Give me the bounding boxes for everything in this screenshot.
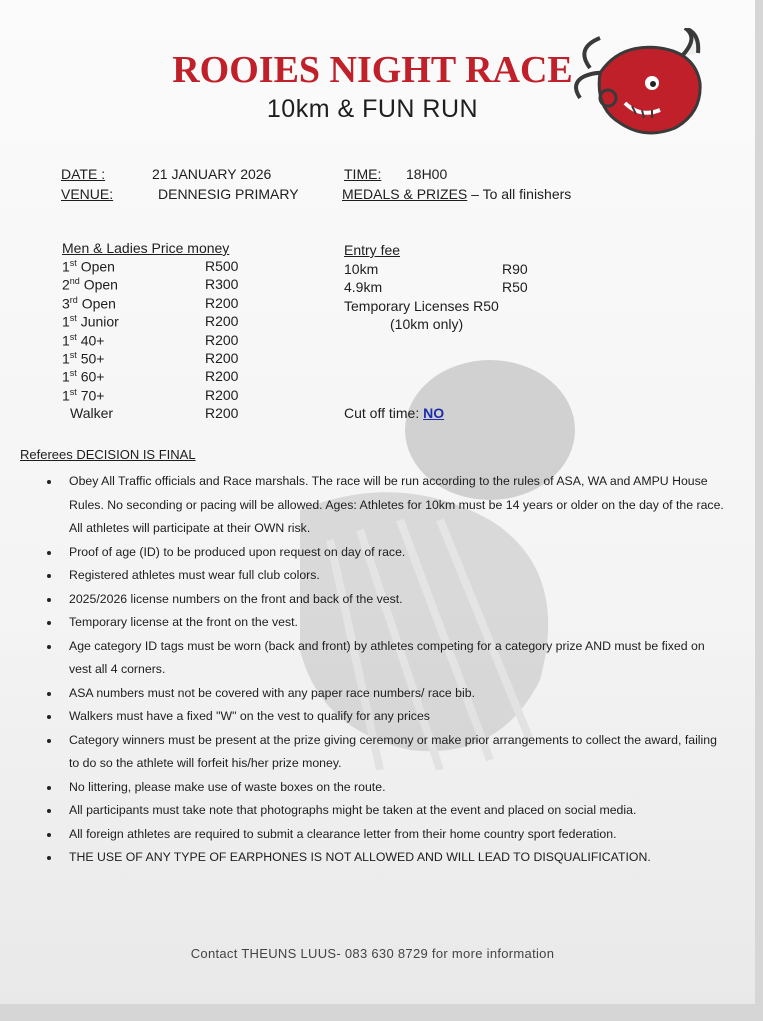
time-label: TIME: xyxy=(344,166,382,182)
prize-amount: R200 xyxy=(205,294,239,311)
cutoff-label: Cut off time: xyxy=(344,405,420,421)
prize-place: 1 xyxy=(62,387,70,404)
prize-place: 1 xyxy=(62,350,70,367)
date-label: DATE : xyxy=(61,166,106,182)
prize-place-suffix: st xyxy=(69,350,77,360)
prize-category xyxy=(62,387,104,404)
entry-fee-4-9km-label: 4.9km xyxy=(344,279,383,295)
cutoff-value: NO xyxy=(423,405,445,421)
cutoff-line xyxy=(344,405,444,421)
prize-amount: R200 xyxy=(205,368,239,385)
prize-amount: R300 xyxy=(205,276,239,293)
venue-label: VENUE: xyxy=(61,186,114,202)
prize-amount: R200 xyxy=(205,386,239,403)
date-value: 21 JANUARY 2026 xyxy=(152,166,272,182)
prize-category xyxy=(70,405,113,421)
venue-value: DENNESIG PRIMARY xyxy=(158,186,299,202)
race-title: ROOIES NIGHT RACE xyxy=(172,49,573,91)
prize-category-label: Open xyxy=(76,258,115,275)
prize-money-heading: Men & Ladies Price money xyxy=(62,240,230,256)
entry-fee-4-9km-amount: R50 xyxy=(502,279,528,295)
rule-item: ASA numbers must not be covered with any paper race numbers/ race bib. xyxy=(44,682,724,706)
rule-item: Registered athletes must wear full club colors. xyxy=(44,564,724,588)
prize-category xyxy=(62,295,116,312)
prize-category-label: Open xyxy=(79,277,118,294)
prize-amount: R200 xyxy=(205,405,239,422)
entry-fee-10km-label: 10km xyxy=(344,261,379,277)
prize-category xyxy=(62,332,104,349)
medals-line xyxy=(342,186,571,202)
prize-place: 1 xyxy=(62,258,70,275)
prize-place-suffix: rd xyxy=(69,294,78,305)
temporary-license-fee: Temporary Licenses R50 xyxy=(344,298,499,314)
prize-place-suffix: st xyxy=(69,331,77,342)
rule-item: Category winners must be present at the prize giving ceremony or make prior arrangements to collect the award, failing to do so the athlete will forfeit his/her prize money. xyxy=(44,729,724,776)
prize-place: 2 xyxy=(62,277,70,294)
prize-category-label: Walker xyxy=(70,405,114,422)
prize-amount: R500 xyxy=(205,258,239,274)
prize-place: 1 xyxy=(62,332,70,349)
rule-item: 2025/2026 license numbers on the front and back of the vest. xyxy=(44,588,724,612)
prize-category-label: 60+ xyxy=(76,369,105,386)
time-value: 18H00 xyxy=(406,166,448,182)
rules-list xyxy=(44,470,724,870)
prize-category-label: 70+ xyxy=(76,387,105,404)
prize-place-suffix: nd xyxy=(69,276,80,287)
rules-heading: Referees DECISION IS FINAL xyxy=(20,447,196,462)
rule-item: All participants must take note that photographs might be taken at the event and placed on social media. xyxy=(44,799,724,823)
prize-category xyxy=(62,350,104,367)
rule-item: All foreign athletes are required to submit a clearance letter from their home country sport federation. xyxy=(44,823,724,847)
prize-category xyxy=(62,276,118,293)
prize-amount: R200 xyxy=(205,313,239,330)
rule-item: Proof of age (ID) to be produced upon request on day of race. xyxy=(44,541,724,565)
prize-category-label: Junior xyxy=(76,313,119,330)
prize-place: 1 xyxy=(62,369,70,386)
prize-category-label: 40+ xyxy=(76,332,105,349)
prize-category-label: 50+ xyxy=(76,350,105,367)
entry-fee-10km-amount: R90 xyxy=(502,261,528,277)
prize-category xyxy=(62,368,104,385)
prize-category-label: Open xyxy=(77,295,116,312)
bull-head-icon xyxy=(560,28,710,138)
rule-item: THE USE OF ANY TYPE OF EARPHONES IS NOT ALLOWED AND WILL LEAD TO DISQUALIFICATION. xyxy=(44,846,724,870)
rule-item: Obey All Traffic officials and Race marshals. The race will be run according to the rules of ASA, WA and AMPU House Rules. No seconding or pacing will be allowed. Ages: Athletes for 10km must be 14 years or older on the day of the race. All athletes will participate at their OWN risk. xyxy=(44,470,724,541)
race-subtitle: 10km & FUN RUN xyxy=(266,95,479,123)
medals-value: – To all finishers xyxy=(471,186,572,202)
rule-item: Age category ID tags must be worn (back and front) by athletes competing for a category prize AND must be fixed on vest all 4 corners. xyxy=(44,635,724,682)
prize-place: 3 xyxy=(62,295,70,312)
contact-footer: Contact THEUNS LUUS- 083 630 8729 for more information xyxy=(190,946,555,961)
entry-fee-heading: Entry fee xyxy=(344,242,401,258)
rule-item: Walkers must have a fixed "W" on the vest to qualify for any prices xyxy=(44,705,724,729)
prize-amount: R200 xyxy=(205,350,239,366)
rule-item: Temporary license at the front on the vest. xyxy=(44,611,724,635)
temporary-license-note: (10km only) xyxy=(390,316,464,332)
prize-place-suffix: st xyxy=(69,368,77,379)
medals-label: MEDALS & PRIZES xyxy=(342,186,468,202)
prize-place: 1 xyxy=(62,313,70,330)
prize-place-suffix: st xyxy=(69,313,77,324)
prize-category xyxy=(62,313,119,330)
prize-place-suffix: st xyxy=(69,258,77,268)
prize-amount: R200 xyxy=(205,331,239,348)
prize-place-suffix: st xyxy=(69,386,77,397)
rule-item: No littering, please make use of waste boxes on the route. xyxy=(44,776,724,800)
prize-category xyxy=(62,258,115,275)
